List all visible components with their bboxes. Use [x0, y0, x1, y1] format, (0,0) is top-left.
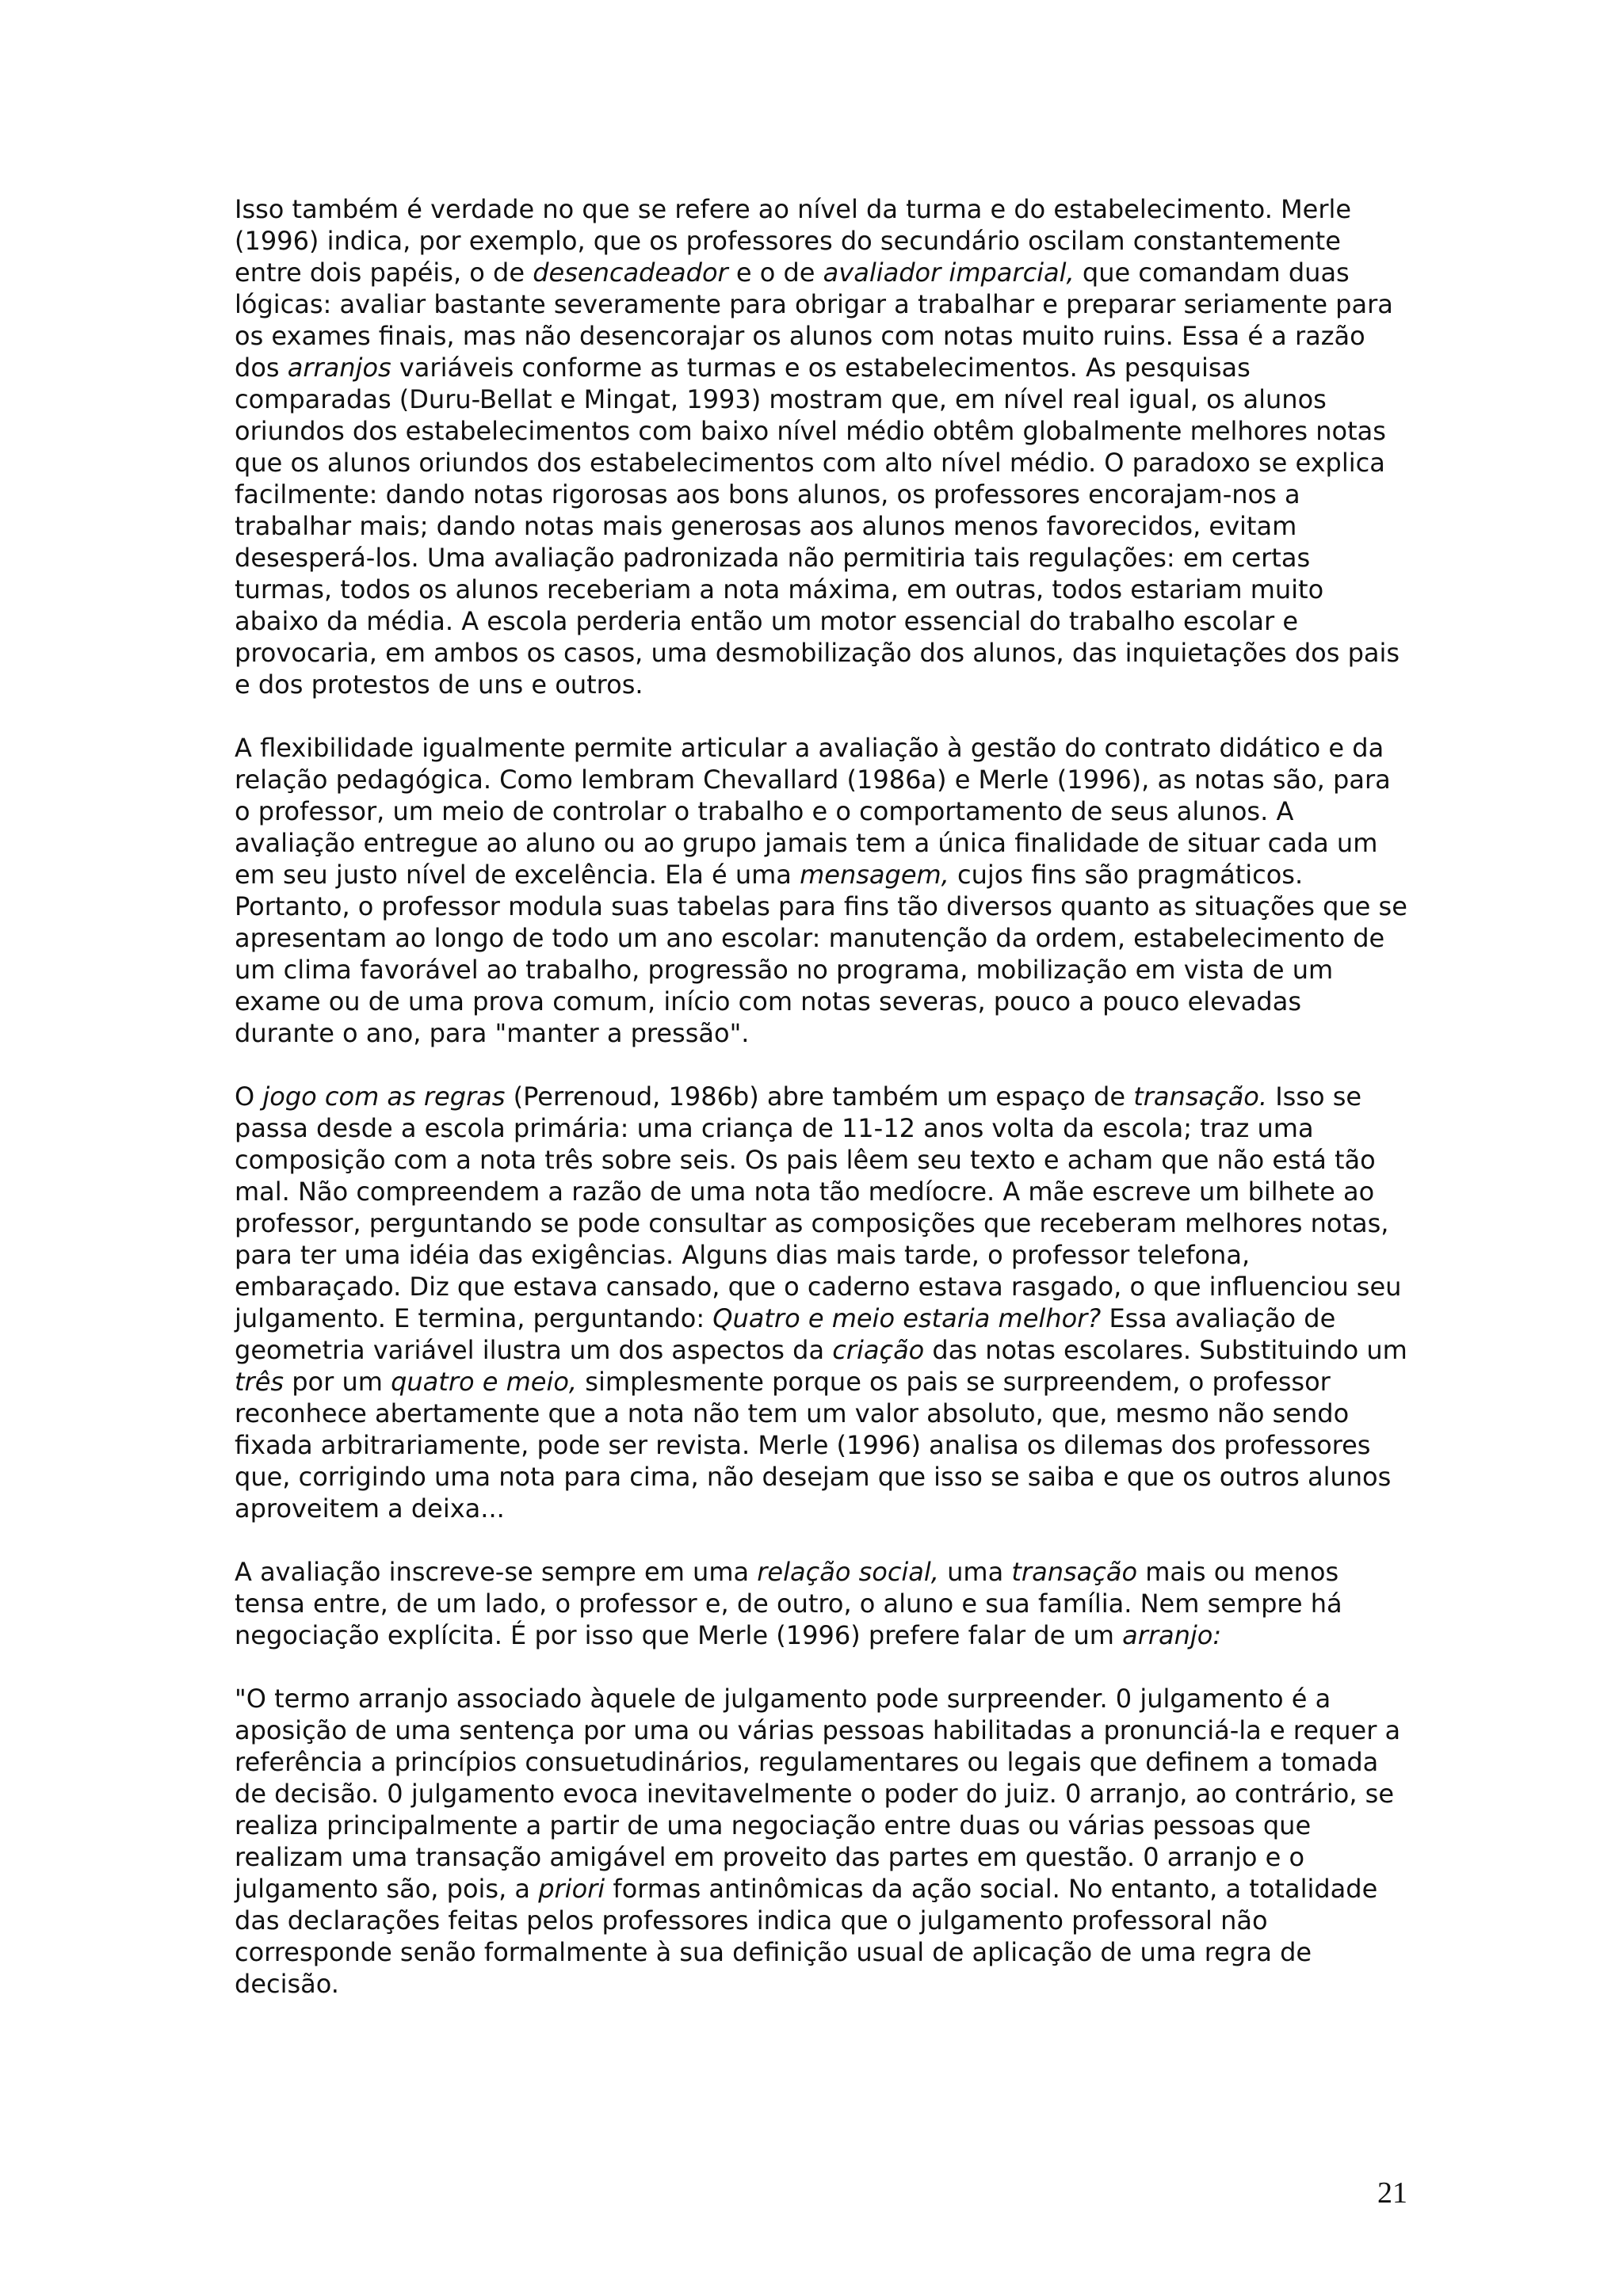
paragraph-1-run-3: que comandam duas lógicas: avaliar bastante severamente para obrigar a trabalhar e preparar seriamente para os exames finais, mas não desencorajar os alunos com notas muito ruins. Essa é a razão dos — [235, 257, 1393, 383]
paragraph-4-italic-transacao: transação — [1011, 1557, 1138, 1587]
paragraph-5-italic-priori: priori — [538, 1874, 605, 1904]
paragraph-1-run-2: e o de — [727, 257, 823, 288]
paragraph-3-run-1: O — [235, 1081, 263, 1112]
paragraph-3-run-5: das notas escolares. Substituindo um — [924, 1335, 1407, 1365]
paragraph-2 — [235, 732, 1407, 1049]
paragraph-1-run-4: variáveis conforme as turmas e os estabelecimentos. As pesquisas comparadas (Duru-Bellat e Mingat, 1993) mostram que, em nível real igual, os alunos oriundos dos estabelecimentos com baixo nível médio obtêm globalmente melhores notas que os alunos oriundos dos estabelecimentos com alto nível médio. O paradoxo se explica facilmente: dando notas rigorosas aos bons alunos, os professores encorajam-nos a trabalhar mais; dando notas mais generosas aos alunos menos favorecidos, evitam desesperá-los. Uma avaliação padronizada não permitiria tais regulações: em certas turmas, todos os alunos receberiam a nota máxima, em outras, todos estariam muito abaixo da média. A escola perderia então um motor essencial do trabalho escolar e provocaria, em ambos os casos, uma desmobilização dos alunos, das inquietações dos pais e dos protestos de uns e outros. — [235, 353, 1400, 700]
paragraph-4 — [235, 1556, 1407, 1651]
paragraph-4-run-1: A avaliação inscreve-se sempre em uma — [235, 1557, 758, 1587]
paragraph-1-italic-arranjos: arranjos — [287, 353, 391, 383]
body-text — [235, 193, 1407, 2031]
paragraph-3 — [235, 1081, 1407, 1524]
paragraph-1 — [235, 193, 1407, 700]
paragraph-3-italic-jogo: jogo com as regras — [262, 1081, 506, 1112]
paragraph-2-italic-mensagem: mensagem, — [800, 860, 949, 890]
paragraph-5-run-2: formas antinômicas da ação social. No entanto, a totalidade das declarações feitas pelos professores indica que o julgamento professoral não corresponde senão formalmente à sua definição usual de aplicação de uma regra de decisão. — [235, 1874, 1378, 1999]
paragraph-4-run-2: uma — [938, 1557, 1012, 1587]
paragraph-4-italic-arranjo: arranjo: — [1122, 1620, 1222, 1650]
paragraph-1-italic-avaliador: avaliador imparcial, — [823, 257, 1075, 288]
paragraph-3-run-2: (Perrenoud, 1986b) abre também um espaço de — [505, 1081, 1134, 1112]
paragraph-3-run-3: Isso se passa desde a escola primária: uma criança de 11-12 anos volta da escola; traz uma composição com a nota três sobre seis. Os pais lêem seu texto e acham que não está tão mal. Não compreendem a razão de uma nota tão medíocre. A mãe escreve um bilhete ao professor, perguntando se pode consultar as composições que receberam melhores notas, para ter uma idéia das exigências. Alguns dias mais tarde, o professor telefona, embaraçado. Diz que estava cansado, que o caderno estava rasgado, o que influenciou seu julgamento. E termina, perguntando: — [235, 1081, 1402, 1333]
paragraph-3-run-6: por um — [284, 1367, 391, 1397]
paragraph-3-italic-tres: três — [235, 1367, 285, 1397]
paragraph-2-run-1: A flexibilidade igualmente permite articular a avaliação à gestão do contrato didático e da relação pedagógica. Como lembram Chevallard (1986a) e Merle (1996), as notas são, para o professor, um meio de controlar o trabalho e o comportamento de seus alunos. A avaliação entregue ao aluno ou ao grupo jamais tem a única finalidade de situar cada um em seu justo nível de excelência. Ela é uma — [235, 733, 1391, 890]
paragraph-5-quotation — [235, 1683, 1407, 2000]
paragraph-1-italic-desencadeador: desencadeador — [533, 257, 728, 288]
paragraph-4-run-3: mais ou menos tensa entre, de um lado, o professor e, de outro, o aluno e sua família. Nem sempre há negociação explícita. É por isso que Merle (1996) prefere falar de um — [235, 1557, 1342, 1650]
paragraph-3-italic-quatro-e-meio: quatro e meio, — [391, 1367, 578, 1397]
paragraph-3-italic-transacao: transação. — [1133, 1081, 1268, 1112]
paragraph-4-italic-relacao-social: relação social, — [757, 1557, 939, 1587]
paragraph-3-italic-quatro-e-meio-question: Quatro e meio estaria melhor? — [712, 1303, 1102, 1333]
paragraph-5-run-1: "O termo arranjo associado àquele de julgamento pode surpreender. 0 julgamento é a aposição de uma sentença por uma ou várias pessoas habilitadas a pronunciá-la e requer a referência a princípios consuetudinários, regulamentares ou legais que definem a tomada de decisão. 0 julgamento evoca inevitavelmente o poder do juiz. 0 arranjo, ao contrário, se realiza principalmente a partir de uma negociação entre duas ou várias pessoas que realizam uma transação amigável em proveito das partes em questão. 0 arranjo e o julgamento são, pois, a — [235, 1684, 1401, 1904]
paragraph-3-run-4: Essa avaliação de geometria variável ilustra um dos aspectos da — [235, 1303, 1336, 1365]
paragraph-2-run-2: cujos fins são pragmáticos. Portanto, o professor modula suas tabelas para fins tão diversos quanto as situações que se apresentam ao longo de todo um ano escolar: manutenção da ordem, estabelecimento de um clima favorável ao trabalho, progressão no programa, mobilização em vista de um exame ou de uma prova comum, início com notas severas, pouco a pouco elevadas durante o ano, para "manter a pressão". — [235, 860, 1407, 1048]
paragraph-1-run-1: Isso também é verdade no que se refere ao nível da turma e do estabelecimento. Merle (1996) indica, por exemplo, que os professores do secundário oscilam constantemente entre dois papéis, o de — [235, 194, 1352, 288]
paragraph-3-run-7: simplesmente porque os pais se surpreendem, o professor reconhece abertamente que a nota não tem um valor absoluto, que, mesmo não sendo fixada arbitrariamente, pode ser revista. Merle (1996) analisa os dilemas dos professores que, corrigindo uma nota para cima, não desejam que isso se saiba e que os outros alunos aproveitem a deixa... — [235, 1367, 1392, 1524]
paragraph-3-italic-criacao: criação — [832, 1335, 925, 1365]
page-number: 21 — [1377, 2176, 1407, 2210]
